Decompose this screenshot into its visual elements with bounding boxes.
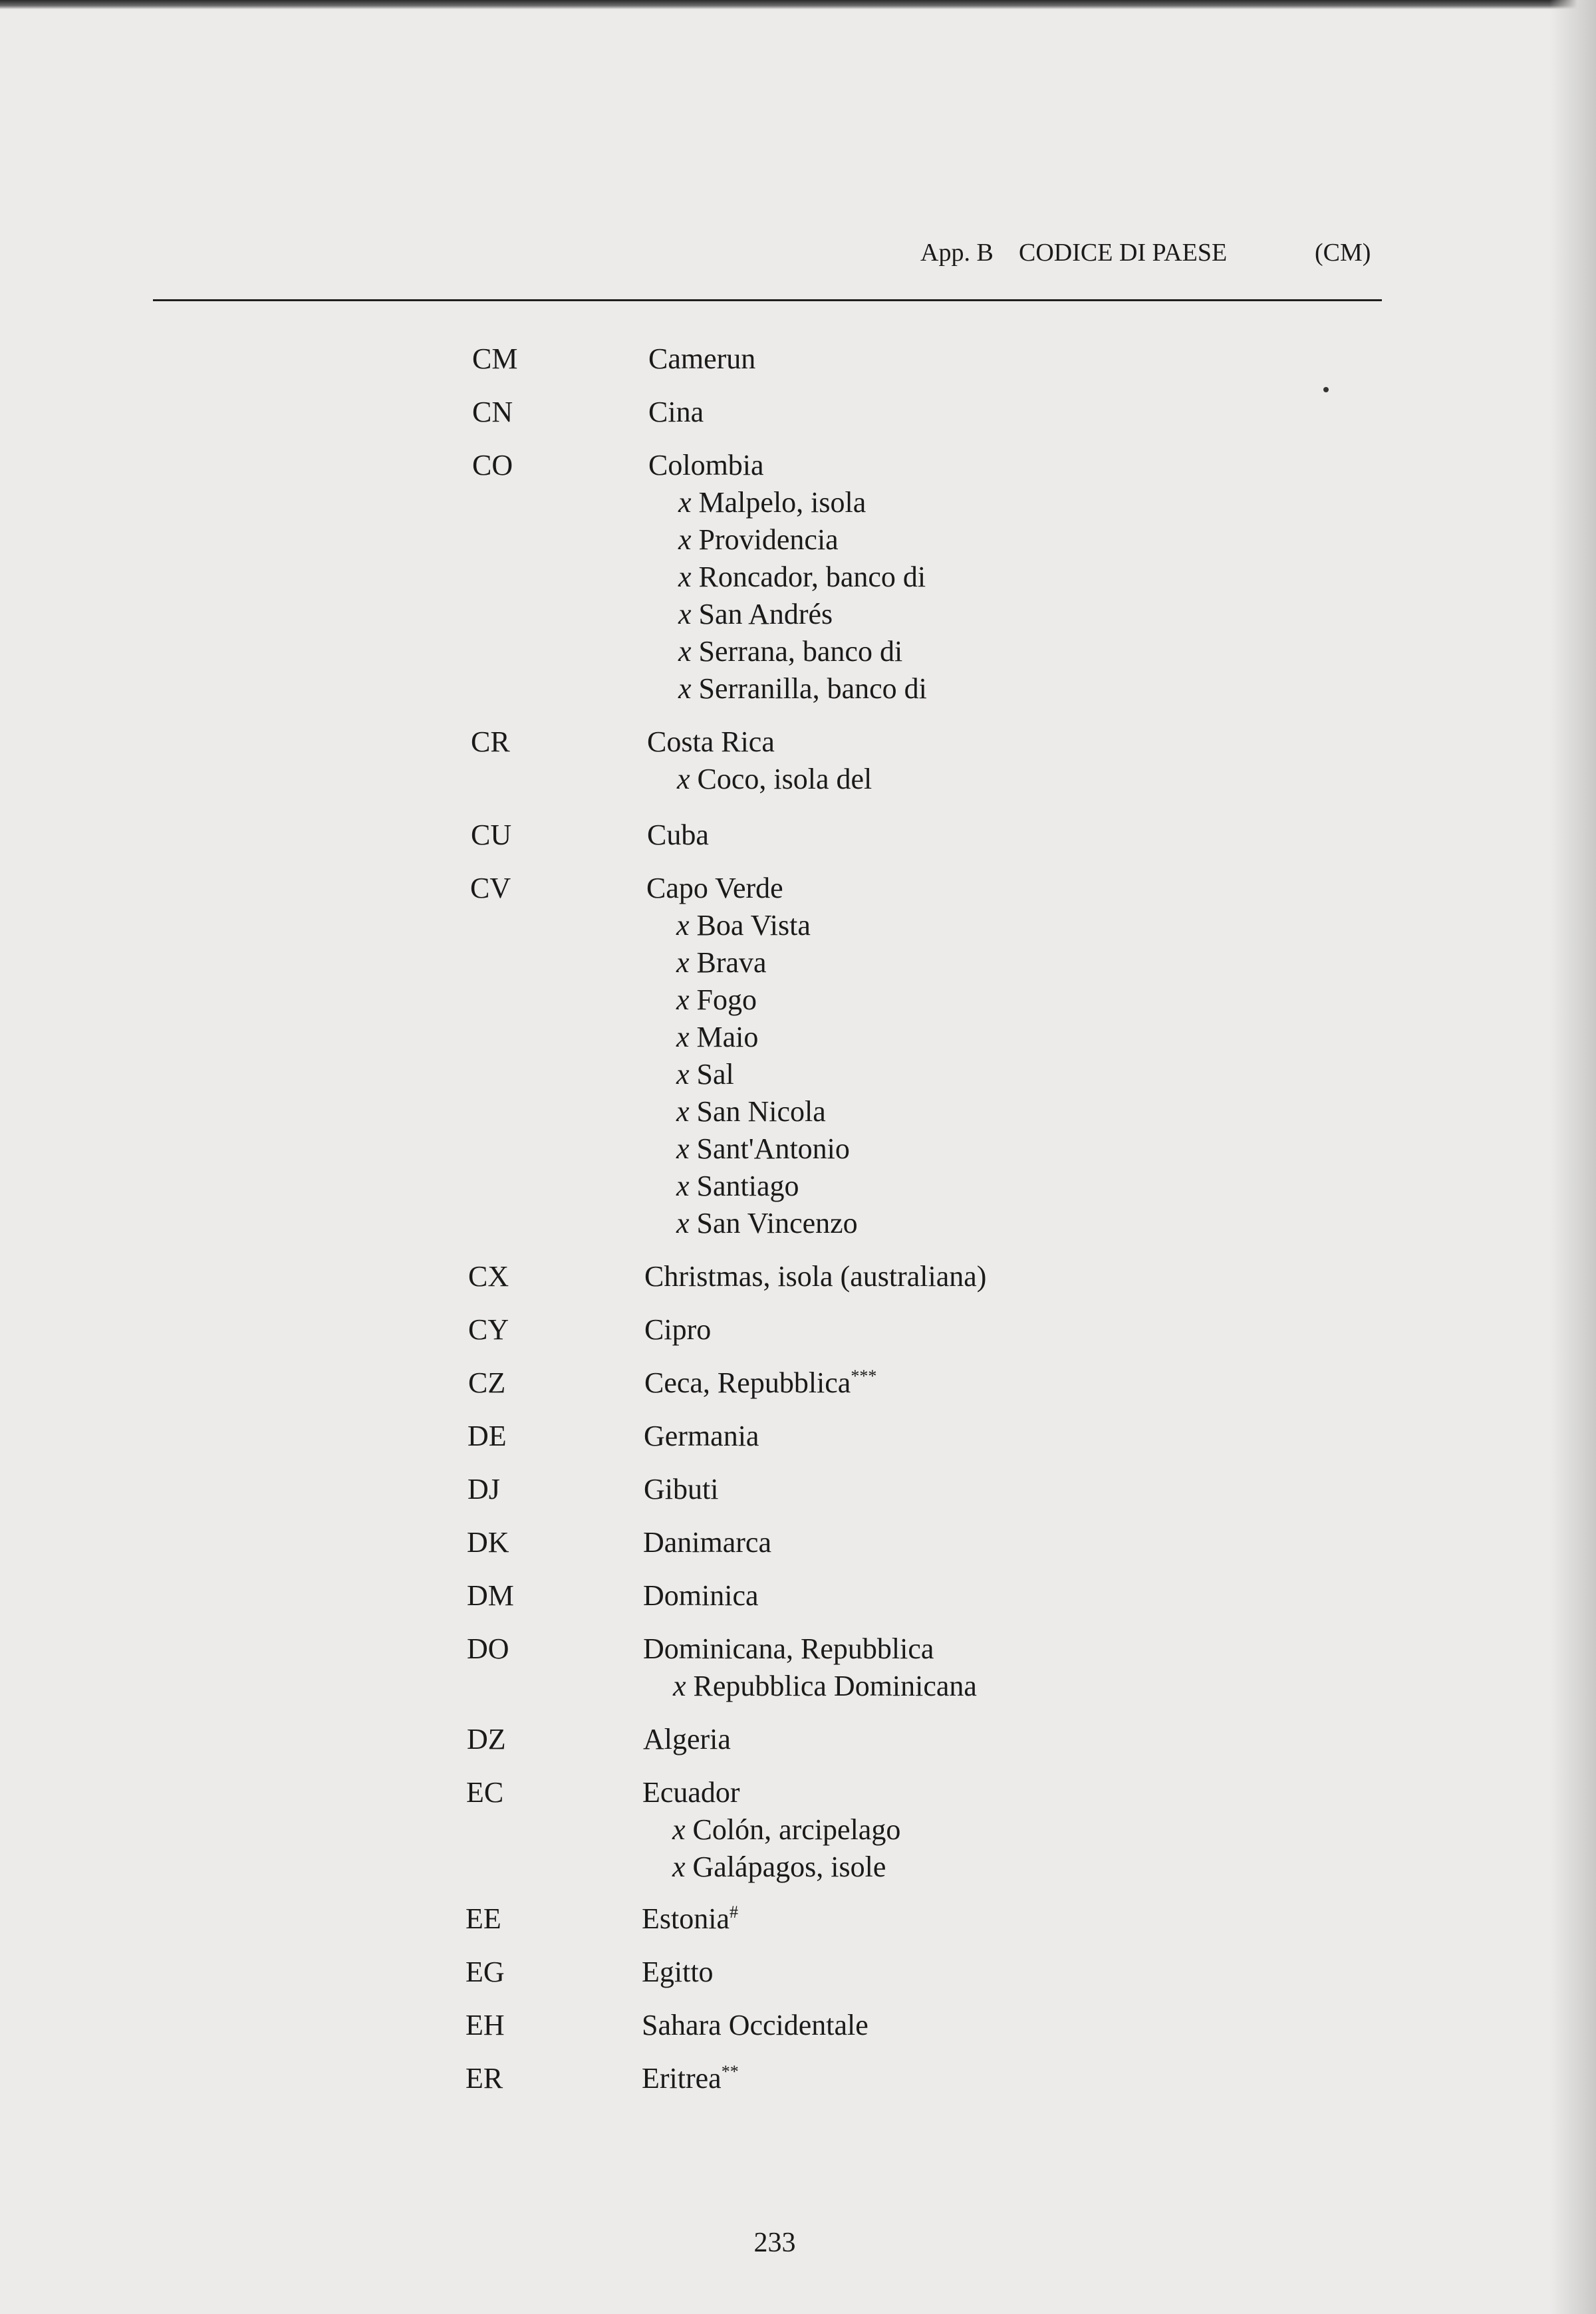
country-name-text: Ecuador	[642, 1776, 740, 1809]
country-name	[642, 1900, 738, 1938]
country-code: DE	[467, 1420, 507, 1452]
country-name	[643, 1721, 731, 1758]
country-code: CV	[470, 872, 511, 904]
country-code: CU	[471, 819, 512, 851]
scan-speck	[1323, 387, 1329, 392]
country-name	[644, 1364, 876, 1402]
alias-item	[678, 521, 927, 559]
alias-item	[678, 596, 927, 633]
country-name	[642, 1954, 714, 1991]
alias-text: Serranilla, banco di	[698, 672, 927, 705]
country-name	[642, 2007, 868, 2044]
alias-marker: x	[677, 763, 690, 795]
alias-marker: x	[676, 1095, 690, 1128]
alias-text: Sal	[696, 1058, 734, 1091]
alias-text: San Nicola	[696, 1095, 826, 1128]
alias-text: San Vincenzo	[696, 1207, 858, 1239]
alias-list	[678, 484, 927, 707]
country-name-text: Cipro	[644, 1313, 712, 1346]
range-code: (CM)	[1315, 239, 1371, 267]
alias-text: Colón, arcipelago	[692, 1813, 901, 1846]
country-name-text: Eritrea	[642, 2062, 722, 2095]
country-name	[643, 1577, 759, 1614]
country-name-text: Estonia	[642, 1902, 730, 1935]
country-name	[647, 817, 709, 854]
country-code: CR	[471, 725, 510, 758]
country-name	[644, 1311, 711, 1349]
alias-item	[676, 1093, 858, 1130]
footnote-marker: **	[721, 2062, 739, 2081]
alias-text: Malpelo, isola	[698, 486, 866, 519]
country-name	[644, 1471, 718, 1508]
alias-marker: x	[678, 598, 692, 630]
country-name-text: Germania	[644, 1420, 759, 1452]
alias-marker: x	[678, 672, 692, 705]
alias-item	[678, 484, 927, 521]
alias-text: Providencia	[698, 523, 839, 556]
alias-item	[678, 633, 927, 670]
alias-marker: x	[676, 1021, 690, 1053]
country-code: CM	[472, 342, 518, 375]
alias-text: Fogo	[696, 983, 757, 1016]
country-code: CX	[468, 1260, 509, 1293]
country-name	[646, 870, 783, 907]
alias-marker: x	[676, 946, 690, 979]
country-name-text: Camerun	[648, 342, 756, 375]
alias-item	[676, 1130, 858, 1168]
alias-text: San Andrés	[698, 598, 833, 630]
alias-item	[676, 944, 858, 981]
country-name-text: Dominicana, Repubblica	[643, 1632, 934, 1665]
alias-text: Boa Vista	[696, 909, 811, 942]
country-name-text: Cina	[648, 396, 704, 428]
alias-marker: x	[678, 635, 692, 668]
country-name-text: Dominica	[643, 1579, 759, 1612]
alias-item	[676, 1205, 858, 1242]
country-name	[642, 1774, 740, 1811]
alias-item	[678, 670, 927, 707]
country-name	[648, 447, 764, 484]
alias-text: Sant'Antonio	[696, 1132, 850, 1165]
country-code: EH	[466, 2009, 505, 2041]
country-code: CN	[472, 396, 513, 428]
country-name-text: Gibuti	[644, 1473, 719, 1505]
country-code: DK	[467, 1526, 509, 1559]
country-code: ER	[466, 2062, 503, 2095]
alias-text: Galápagos, isole	[692, 1851, 886, 1883]
country-code: CZ	[468, 1366, 506, 1399]
alias-marker: x	[676, 1132, 690, 1165]
country-name-text: Colombia	[648, 449, 764, 481]
alias-text: Brava	[696, 946, 767, 979]
country-code: EC	[466, 1776, 504, 1809]
alias-item	[676, 1056, 858, 1093]
alias-list	[677, 761, 872, 798]
country-name	[643, 1630, 934, 1668]
alias-marker: x	[672, 1851, 686, 1883]
alias-marker: x	[676, 909, 690, 942]
country-name-text: Algeria	[643, 1723, 731, 1755]
alias-text: Coco, isola del	[697, 763, 872, 795]
country-name	[644, 1258, 986, 1295]
country-name-text: Costa Rica	[647, 725, 775, 758]
alias-text: Serrana, banco di	[698, 635, 903, 668]
country-name-text: Capo Verde	[646, 872, 783, 904]
alias-marker: x	[672, 1813, 686, 1846]
alias-item	[676, 981, 858, 1019]
country-code: DZ	[467, 1723, 506, 1755]
country-code: EE	[466, 1902, 501, 1935]
alias-text: Santiago	[696, 1170, 799, 1202]
footnote-marker: #	[729, 1902, 738, 1922]
alias-item	[672, 1811, 900, 1849]
country-name-text: Egitto	[642, 1956, 714, 1988]
alias-marker: x	[673, 1670, 686, 1702]
country-code: DO	[467, 1632, 509, 1665]
appendix-ref: App. B	[920, 239, 994, 267]
alias-marker: x	[678, 561, 692, 593]
alias-marker: x	[676, 983, 690, 1016]
alias-item	[673, 1668, 977, 1705]
alias-marker: x	[676, 1207, 690, 1239]
country-name-text: Cuba	[647, 819, 709, 851]
country-code: CO	[472, 449, 513, 481]
alias-text: Repubblica Dominicana	[693, 1670, 977, 1702]
country-name	[648, 340, 755, 378]
country-name	[642, 2060, 739, 2097]
country-name	[648, 394, 704, 431]
alias-list	[672, 1811, 900, 1886]
country-code: CY	[468, 1313, 509, 1346]
alias-text: Maio	[696, 1021, 759, 1053]
alias-marker: x	[678, 523, 692, 556]
footnote-marker: ***	[851, 1366, 877, 1386]
page-number: 233	[753, 2228, 796, 2258]
alias-list	[673, 1668, 977, 1705]
country-name-text: Sahara Occidentale	[642, 2009, 868, 2041]
alias-item	[676, 907, 858, 944]
alias-marker: x	[678, 486, 692, 519]
alias-item	[677, 761, 872, 798]
country-code: DM	[467, 1579, 514, 1612]
country-code: EG	[466, 1956, 505, 1988]
alias-marker: x	[676, 1170, 690, 1202]
alias-item	[676, 1019, 858, 1056]
country-name-text: Ceca, Repubblica	[644, 1366, 851, 1399]
alias-text: Roncador, banco di	[698, 561, 926, 593]
country-name	[647, 723, 775, 761]
country-name-text: Danimarca	[643, 1526, 771, 1559]
alias-item	[672, 1849, 900, 1886]
alias-item	[676, 1168, 858, 1205]
section-title: CODICE DI PAESE	[1019, 239, 1228, 267]
country-name	[644, 1418, 759, 1455]
alias-item	[678, 559, 927, 596]
alias-list	[676, 907, 858, 1242]
alias-marker: x	[676, 1058, 690, 1091]
country-name-text: Christmas, isola (australiana)	[644, 1260, 987, 1293]
country-code: DJ	[467, 1473, 500, 1505]
country-name	[643, 1524, 771, 1561]
